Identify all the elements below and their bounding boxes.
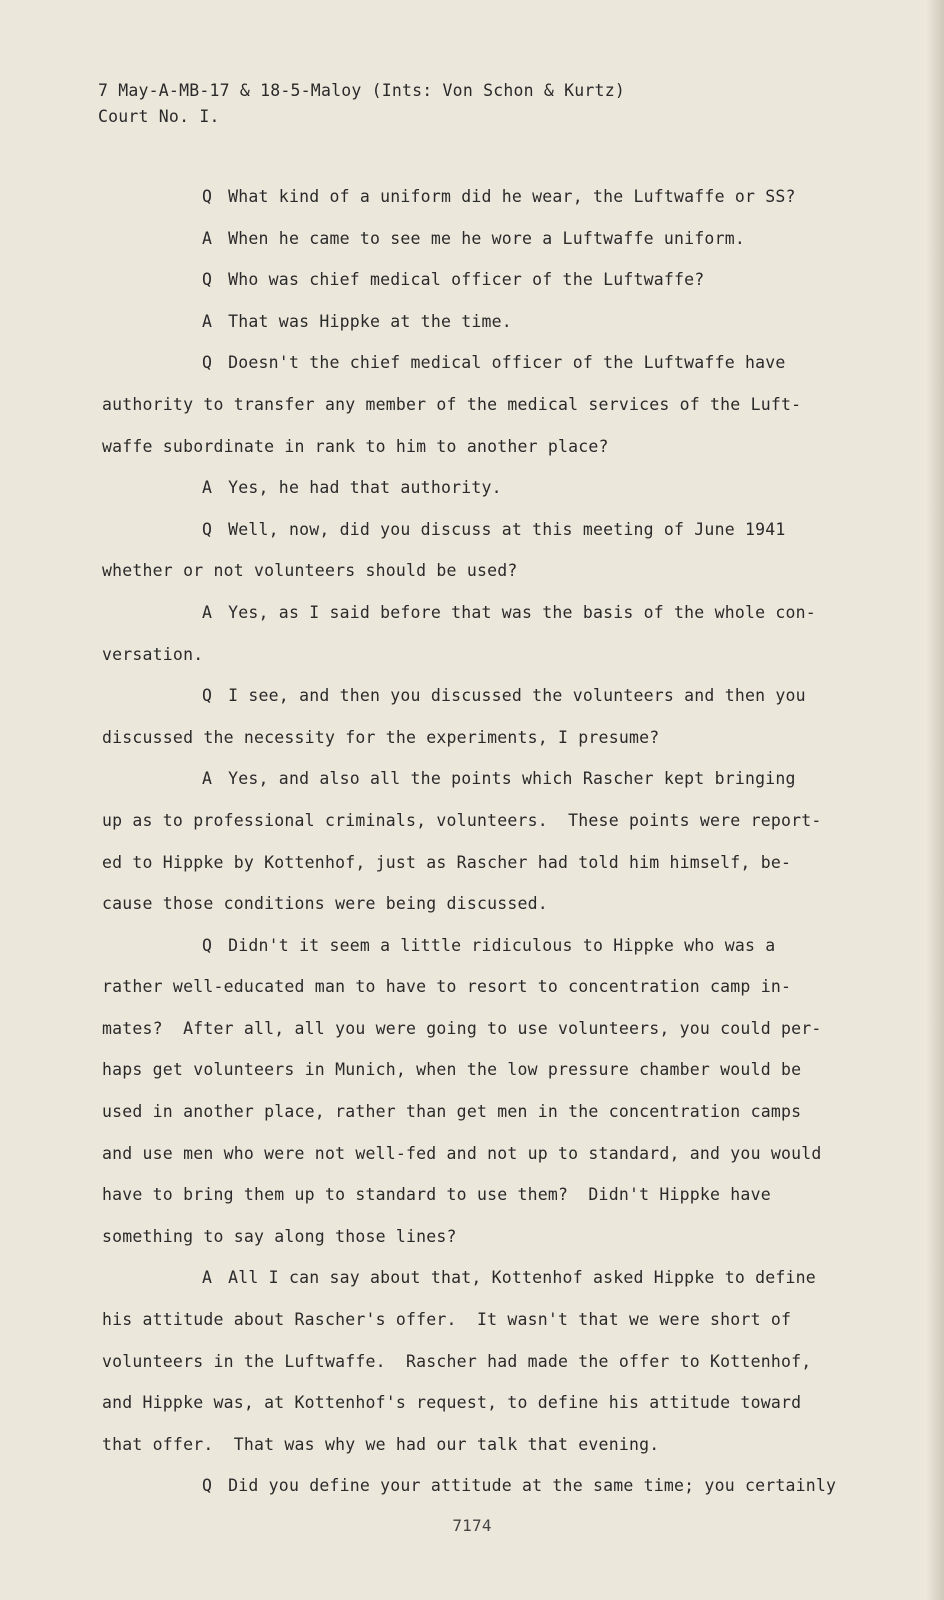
paragraph-first-line [102,342,862,384]
paragraph-line: used in another place, rather than get men in the concentration camps [102,1102,802,1122]
paragraph-first-line [102,675,862,717]
paragraph-line: up as to professional criminals, volunteers. These points were report- [102,810,822,830]
speaker-label: Q [202,686,213,706]
line-text: Yes, and also all the points which Rascher kept bringing [228,769,796,789]
line-text: Yes, he had that authority. [228,478,502,498]
paragraph-first-line [102,592,862,634]
transcript-paragraph [102,675,862,758]
transcript-paragraph [102,301,862,343]
line-text: What kind of a uniform did he wear, the Luftwaffe or SS? [228,187,796,206]
line-text: Well, now, did you discuss at this meeting of June 1941 [228,519,786,539]
line-text: Who was chief medical officer of the Luftwaffe? [228,270,705,290]
line-text: Yes, as I said before that was the basis of the whole con- [228,602,816,622]
paragraph-line: have to bring them up to standard to use them? Didn't Hippke have [102,1185,771,1205]
speaker-label: Q [202,187,213,206]
paragraph-line: volunteers in the Luftwaffe. Rascher had made the offer to Kottenhof, [102,1351,812,1371]
paragraph-line: cause those conditions were being discussed. [102,894,548,914]
speaker-label: Q [202,353,213,373]
paragraph-line: his attitude about Rascher's offer. It wasn't that we were short of [102,1310,792,1330]
speaker-label: A [202,478,213,498]
paragraph-first-line [102,259,862,301]
paragraph-first-line [102,176,862,218]
paragraph-line: and use men who were not well-fed and not up to standard, and you would [102,1143,822,1163]
paragraph-line: and Hippke was, at Kottenhof's request, to define his attitude toward [102,1393,802,1413]
transcript-paragraph [102,259,862,301]
transcript-paragraph [102,925,862,1258]
paragraph-line: rather well-educated man to have to resort to concentration camp in- [102,977,792,997]
paragraph-first-line [102,301,862,343]
paragraph-line: versation. [102,644,204,664]
paragraph-line: waffe subordinate in rank to him to another place? [102,436,609,456]
line-text: I see, and then you discussed the volunteers and then you [228,686,806,706]
line-text: Did you define your attitude at the same time; you certainly [228,1476,837,1496]
header-line-1: 7 May-A-MB-17 & 18-5-Maloy (Ints: Von Schon & Kurtz) [98,81,625,100]
page-number: 7174 [452,1516,492,1535]
speaker-label: A [202,602,213,622]
speaker-label: A [202,1268,213,1288]
transcript-paragraph [102,342,862,467]
paragraph-line: mates? After all, all you were going to use volunteers, you could per- [102,1018,822,1038]
paragraph-line: ed to Hippke by Kottenhof, just as Rascher had told him himself, be- [102,852,792,872]
page-edge-shadow [926,0,944,1600]
transcript-paragraph [102,467,862,509]
speaker-label: Q [202,519,213,539]
line-text: Doesn't the chief medical officer of the Luftwaffe have [228,353,786,373]
transcript-paragraph [102,592,862,675]
transcript-paragraph [102,176,862,218]
paragraph-first-line [102,467,862,509]
transcript-body [102,176,862,1507]
paragraph-first-line [102,758,862,800]
document-header [98,78,625,130]
speaker-label: Q [202,935,213,955]
paragraph-line: whether or not volunteers should be used? [102,561,518,581]
header-line-2: Court No. I. [98,107,220,126]
paragraph-line: something to say along those lines? [102,1226,457,1246]
paragraph-first-line [102,1257,862,1299]
paragraph-line: haps get volunteers in Munich, when the low pressure chamber would be [102,1060,802,1080]
paragraph-first-line [102,925,862,967]
line-text: Didn't it seem a little ridiculous to Hippke who was a [228,935,776,955]
speaker-label: A [202,228,213,248]
transcript-paragraph [102,758,862,924]
speaker-label: A [202,769,213,789]
transcript-paragraph [102,218,862,260]
paragraph-line: that offer. That was why we had our talk that evening. [102,1434,660,1454]
line-text: That was Hippke at the time. [228,311,512,331]
transcript-paragraph [102,1465,862,1507]
speaker-label: Q [202,270,213,290]
line-text: All I can say about that, Kottenhof asked Hippke to define [228,1268,816,1288]
speaker-label: Q [202,1476,213,1496]
speaker-label: A [202,311,213,331]
line-text: When he came to see me he wore a Luftwaffe uniform. [228,228,745,248]
paragraph-line: discussed the necessity for the experiments, I presume? [102,727,660,747]
paragraph-line: authority to transfer any member of the medical services of the Luft- [102,394,802,414]
transcript-paragraph [102,509,862,592]
paragraph-first-line [102,1465,862,1507]
transcript-paragraph [102,1257,862,1465]
paragraph-first-line [102,509,862,551]
paragraph-first-line [102,218,862,260]
